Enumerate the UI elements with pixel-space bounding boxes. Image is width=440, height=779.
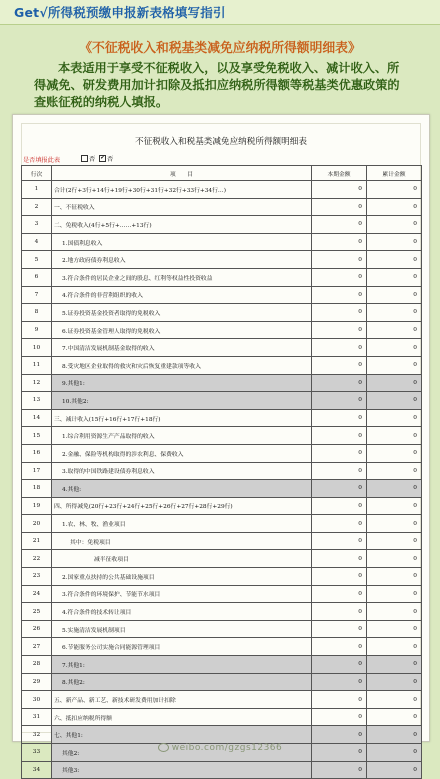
table-row	[22, 620, 422, 638]
intro-description: 本表适用于享受不征税收入，以及享受免税收入、减计收入、所得减免、研发费用加计扣除及抵扣应纳税所得额等税基类优惠政策的查账征税的纳税人填报。	[34, 61, 400, 109]
row-line-number: 13	[22, 392, 52, 410]
table-row	[22, 356, 422, 374]
header-line: 行次	[22, 166, 52, 181]
row-line-number: 23	[22, 568, 52, 586]
row-current-amount[interactable]: 0	[312, 515, 367, 533]
row-current-amount[interactable]: 0	[312, 339, 367, 357]
row-item-label: 2.地方政府债券利息收入	[52, 251, 312, 269]
row-item-label: 其他3:	[52, 761, 312, 779]
row-cumulative-amount[interactable]: 0	[367, 532, 422, 550]
row-current-amount[interactable]: 0	[312, 409, 367, 427]
table-row	[22, 497, 422, 515]
row-line-number: 4	[22, 233, 52, 251]
table-row	[22, 374, 422, 392]
row-line-number: 17	[22, 462, 52, 480]
footer	[0, 743, 440, 753]
row-line-number: 21	[22, 532, 52, 550]
row-current-amount[interactable]: 0	[312, 462, 367, 480]
row-item-label: 5.实施清洁发展机制项目	[52, 620, 312, 638]
row-line-number: 16	[22, 444, 52, 462]
row-cumulative-amount[interactable]: 0	[367, 251, 422, 269]
option-no-checkbox[interactable]	[81, 155, 88, 162]
row-item-label: 3.符合条件的环境保护、节能节水项目	[52, 585, 312, 603]
row-item-label: 8.其他2:	[52, 673, 312, 691]
row-line-number: 15	[22, 427, 52, 445]
row-cumulative-amount[interactable]: 0	[367, 585, 422, 603]
footer-text: weibo.com/gzgs12366	[171, 743, 283, 753]
table-row	[22, 726, 422, 744]
row-item-label: 8.受灾地区企业取得的救灾和灾后恢复重建款项等收入	[52, 356, 312, 374]
row-line-number: 19	[22, 497, 52, 515]
row-line-number: 29	[22, 673, 52, 691]
row-line-number: 22	[22, 550, 52, 568]
row-current-amount[interactable]: 0	[312, 216, 367, 234]
row-current-amount[interactable]: 0	[312, 603, 367, 621]
row-cumulative-amount[interactable]: 0	[367, 374, 422, 392]
row-line-number: 24	[22, 585, 52, 603]
table-row	[22, 198, 422, 216]
row-cumulative-amount[interactable]: 0	[367, 181, 422, 199]
table-row	[22, 216, 422, 234]
table-row	[22, 550, 422, 568]
table-row	[22, 568, 422, 586]
row-current-amount[interactable]: 0	[312, 708, 367, 726]
row-line-number: 10	[22, 339, 52, 357]
row-cumulative-amount[interactable]: 0	[367, 673, 422, 691]
row-current-amount[interactable]: 0	[312, 233, 367, 251]
row-item-label: 7.中国清洁发展机制基金取得的收入	[52, 339, 312, 357]
row-current-amount[interactable]: 0	[312, 198, 367, 216]
header-title: Get√所得税预缴申报新表格填写指引	[14, 5, 226, 20]
table-row	[22, 444, 422, 462]
row-item-label: 4.符合条件的技术转让项目	[52, 603, 312, 621]
table-row	[22, 233, 422, 251]
row-current-amount[interactable]: 0	[312, 427, 367, 445]
row-item-label: 4.其他:	[52, 480, 312, 498]
option-yes-label: 否	[107, 156, 114, 163]
row-line-number: 32	[22, 726, 52, 744]
row-current-amount[interactable]: 0	[312, 638, 367, 656]
table-row	[22, 427, 422, 445]
table-row	[22, 638, 422, 656]
table-row	[22, 409, 422, 427]
row-item-label: 1.综合利用资源生产产品取得的收入	[52, 427, 312, 445]
table-row	[22, 656, 422, 674]
row-current-amount[interactable]: 0	[312, 304, 367, 322]
row-line-number: 26	[22, 620, 52, 638]
row-current-amount[interactable]: 0	[312, 673, 367, 691]
row-current-amount[interactable]: 0	[312, 761, 367, 779]
row-cumulative-amount[interactable]: 0	[367, 462, 422, 480]
row-current-amount[interactable]: 0	[312, 568, 367, 586]
form-title: 不征税收入和税基类减免应纳税所得额明细表	[135, 137, 307, 147]
row-line-number: 25	[22, 603, 52, 621]
header-bar	[0, 0, 440, 25]
row-cumulative-amount[interactable]: 0	[367, 356, 422, 374]
row-line-number: 30	[22, 691, 52, 709]
header-cumulative: 累计金额	[367, 166, 422, 181]
row-item-label: 其中：免税项目	[52, 532, 312, 550]
option-no-label: 否	[89, 156, 96, 163]
row-item-label: 7.其他1:	[52, 656, 312, 674]
row-cumulative-amount[interactable]: 0	[367, 321, 422, 339]
row-current-amount[interactable]: 0	[312, 181, 367, 199]
row-cumulative-amount[interactable]: 0	[367, 656, 422, 674]
row-item-label: 合计(2行+3行+14行+19行+30行+31行+32行+33行+34行…)	[52, 181, 312, 199]
table-row	[22, 321, 422, 339]
row-cumulative-amount[interactable]: 0	[367, 620, 422, 638]
table-row	[22, 251, 422, 269]
fill-question-row	[13, 153, 429, 165]
row-line-number: 7	[22, 286, 52, 304]
weibo-logo-icon	[158, 743, 169, 752]
row-cumulative-amount[interactable]: 0	[367, 480, 422, 498]
row-cumulative-amount[interactable]: 0	[367, 233, 422, 251]
table-row	[22, 761, 422, 779]
row-item-label: 四、所得减免(20行+23行+24行+25行+26行+27行+28行+29行)	[52, 497, 312, 515]
table-header-row	[22, 166, 422, 181]
row-cumulative-amount[interactable]: 0	[367, 497, 422, 515]
row-item-label: 其他2:	[52, 744, 312, 762]
row-current-amount[interactable]: 0	[312, 656, 367, 674]
row-cumulative-amount[interactable]: 0	[367, 339, 422, 357]
row-cumulative-amount[interactable]: 0	[367, 638, 422, 656]
row-current-amount[interactable]: 0	[312, 286, 367, 304]
row-cumulative-amount[interactable]: 0	[367, 726, 422, 744]
row-cumulative-amount[interactable]: 0	[367, 304, 422, 322]
table-row	[22, 532, 422, 550]
row-cumulative-amount[interactable]: 0	[367, 286, 422, 304]
row-item-label: 五、新产品、新工艺、新技术研发费用加计扣除	[52, 691, 312, 709]
row-cumulative-amount[interactable]: 0	[367, 550, 422, 568]
row-cumulative-amount[interactable]: 0	[367, 515, 422, 533]
row-item-label: 三、减计收入(15行+16行+17行+18行)	[52, 409, 312, 427]
table-row	[22, 480, 422, 498]
row-line-number: 9	[22, 321, 52, 339]
deduction-table	[21, 165, 422, 779]
row-cumulative-amount[interactable]: 0	[367, 761, 422, 779]
row-line-number: 8	[22, 304, 52, 322]
row-line-number: 14	[22, 409, 52, 427]
row-item-label: 2.国家重点扶持的公共基础设施项目	[52, 568, 312, 586]
row-current-amount[interactable]: 0	[312, 585, 367, 603]
row-item-label: 5.证券投资基金投资者取得的免税收入	[52, 304, 312, 322]
row-item-label: 六、抵扣应纳税所得额	[52, 708, 312, 726]
row-line-number: 3	[22, 216, 52, 234]
table-row	[22, 181, 422, 199]
table-row	[22, 462, 422, 480]
row-line-number: 28	[22, 656, 52, 674]
intro-section	[0, 25, 440, 111]
row-cumulative-amount[interactable]: 0	[367, 409, 422, 427]
table-row	[22, 691, 422, 709]
row-cumulative-amount[interactable]: 0	[367, 216, 422, 234]
row-item-label: 1.农、林、牧、渔业项目	[52, 515, 312, 533]
row-line-number: 5	[22, 251, 52, 269]
row-line-number: 1	[22, 181, 52, 199]
row-item-label: 6.节能服务公司实施合同能源管理项目	[52, 638, 312, 656]
row-cumulative-amount[interactable]: 0	[367, 392, 422, 410]
row-current-amount[interactable]: 0	[312, 444, 367, 462]
row-line-number: 6	[22, 268, 52, 286]
row-line-number: 31	[22, 708, 52, 726]
table-row	[22, 304, 422, 322]
row-current-amount[interactable]: 0	[312, 480, 367, 498]
row-line-number: 27	[22, 638, 52, 656]
row-line-number: 11	[22, 356, 52, 374]
row-cumulative-amount[interactable]: 0	[367, 268, 422, 286]
option-yes-checkbox[interactable]: ✔	[100, 155, 105, 161]
row-item-label: 6.证券投资基金管理人取得的免税收入	[52, 321, 312, 339]
row-item-label: 七、其他1:	[52, 726, 312, 744]
table-row	[22, 286, 422, 304]
table-row	[22, 339, 422, 357]
table-row	[22, 268, 422, 286]
row-current-amount[interactable]: 0	[312, 392, 367, 410]
row-cumulative-amount[interactable]: 0	[367, 427, 422, 445]
row-item-label: 二、免税收入(4行+5行+……+13行)	[52, 216, 312, 234]
row-cumulative-amount[interactable]: 0	[367, 744, 422, 762]
row-current-amount[interactable]: 0	[312, 726, 367, 744]
row-current-amount[interactable]: 0	[312, 268, 367, 286]
row-cumulative-amount[interactable]: 0	[367, 708, 422, 726]
table-row	[22, 585, 422, 603]
row-cumulative-amount[interactable]: 0	[367, 603, 422, 621]
row-line-number: 34	[22, 761, 52, 779]
table-row	[22, 515, 422, 533]
row-line-number: 12	[22, 374, 52, 392]
row-current-amount[interactable]: 0	[312, 321, 367, 339]
row-cumulative-amount[interactable]: 0	[367, 198, 422, 216]
row-item-label: 一、不征税收入	[52, 198, 312, 216]
row-item-label: 3.取得的中国铁路建设债券利息收入	[52, 462, 312, 480]
row-line-number: 2	[22, 198, 52, 216]
row-cumulative-amount[interactable]: 0	[367, 691, 422, 709]
row-line-number: 20	[22, 515, 52, 533]
row-item-label: 4.符合条件的非营利组织的收入	[52, 286, 312, 304]
row-item-label: 10.其他2:	[52, 392, 312, 410]
row-cumulative-amount[interactable]: 0	[367, 568, 422, 586]
row-item-label: 1.国债利息收入	[52, 233, 312, 251]
row-cumulative-amount[interactable]: 0	[367, 444, 422, 462]
header-current: 本期金额	[312, 166, 367, 181]
table-row	[22, 392, 422, 410]
row-item-label: 减半征收项目	[52, 550, 312, 568]
table-row	[22, 708, 422, 726]
row-item-label: 3.符合条件的居民企业之间的股息、红利等权益性投资收益	[52, 268, 312, 286]
row-current-amount[interactable]: 0	[312, 497, 367, 515]
table-row	[22, 603, 422, 621]
row-item-label: 2.金融、保险等机构取得的涉农利息、保费收入	[52, 444, 312, 462]
row-current-amount[interactable]: 0	[312, 532, 367, 550]
row-current-amount[interactable]: 0	[312, 550, 367, 568]
row-current-amount[interactable]: 0	[312, 251, 367, 269]
fill-question-label: 是否填报此表	[23, 157, 61, 164]
row-current-amount[interactable]: 0	[312, 744, 367, 762]
table-row	[22, 673, 422, 691]
row-current-amount[interactable]: 0	[312, 374, 367, 392]
row-current-amount[interactable]: 0	[312, 356, 367, 374]
intro-title: 《不征税收入和税基类减免应纳税所得额明细表》	[79, 41, 361, 56]
row-current-amount[interactable]: 0	[312, 620, 367, 638]
row-line-number: 33	[22, 744, 52, 762]
header-item: 项 目	[52, 166, 312, 181]
row-item-label: 9.其他1:	[52, 374, 312, 392]
row-current-amount[interactable]: 0	[312, 691, 367, 709]
row-line-number: 18	[22, 480, 52, 498]
